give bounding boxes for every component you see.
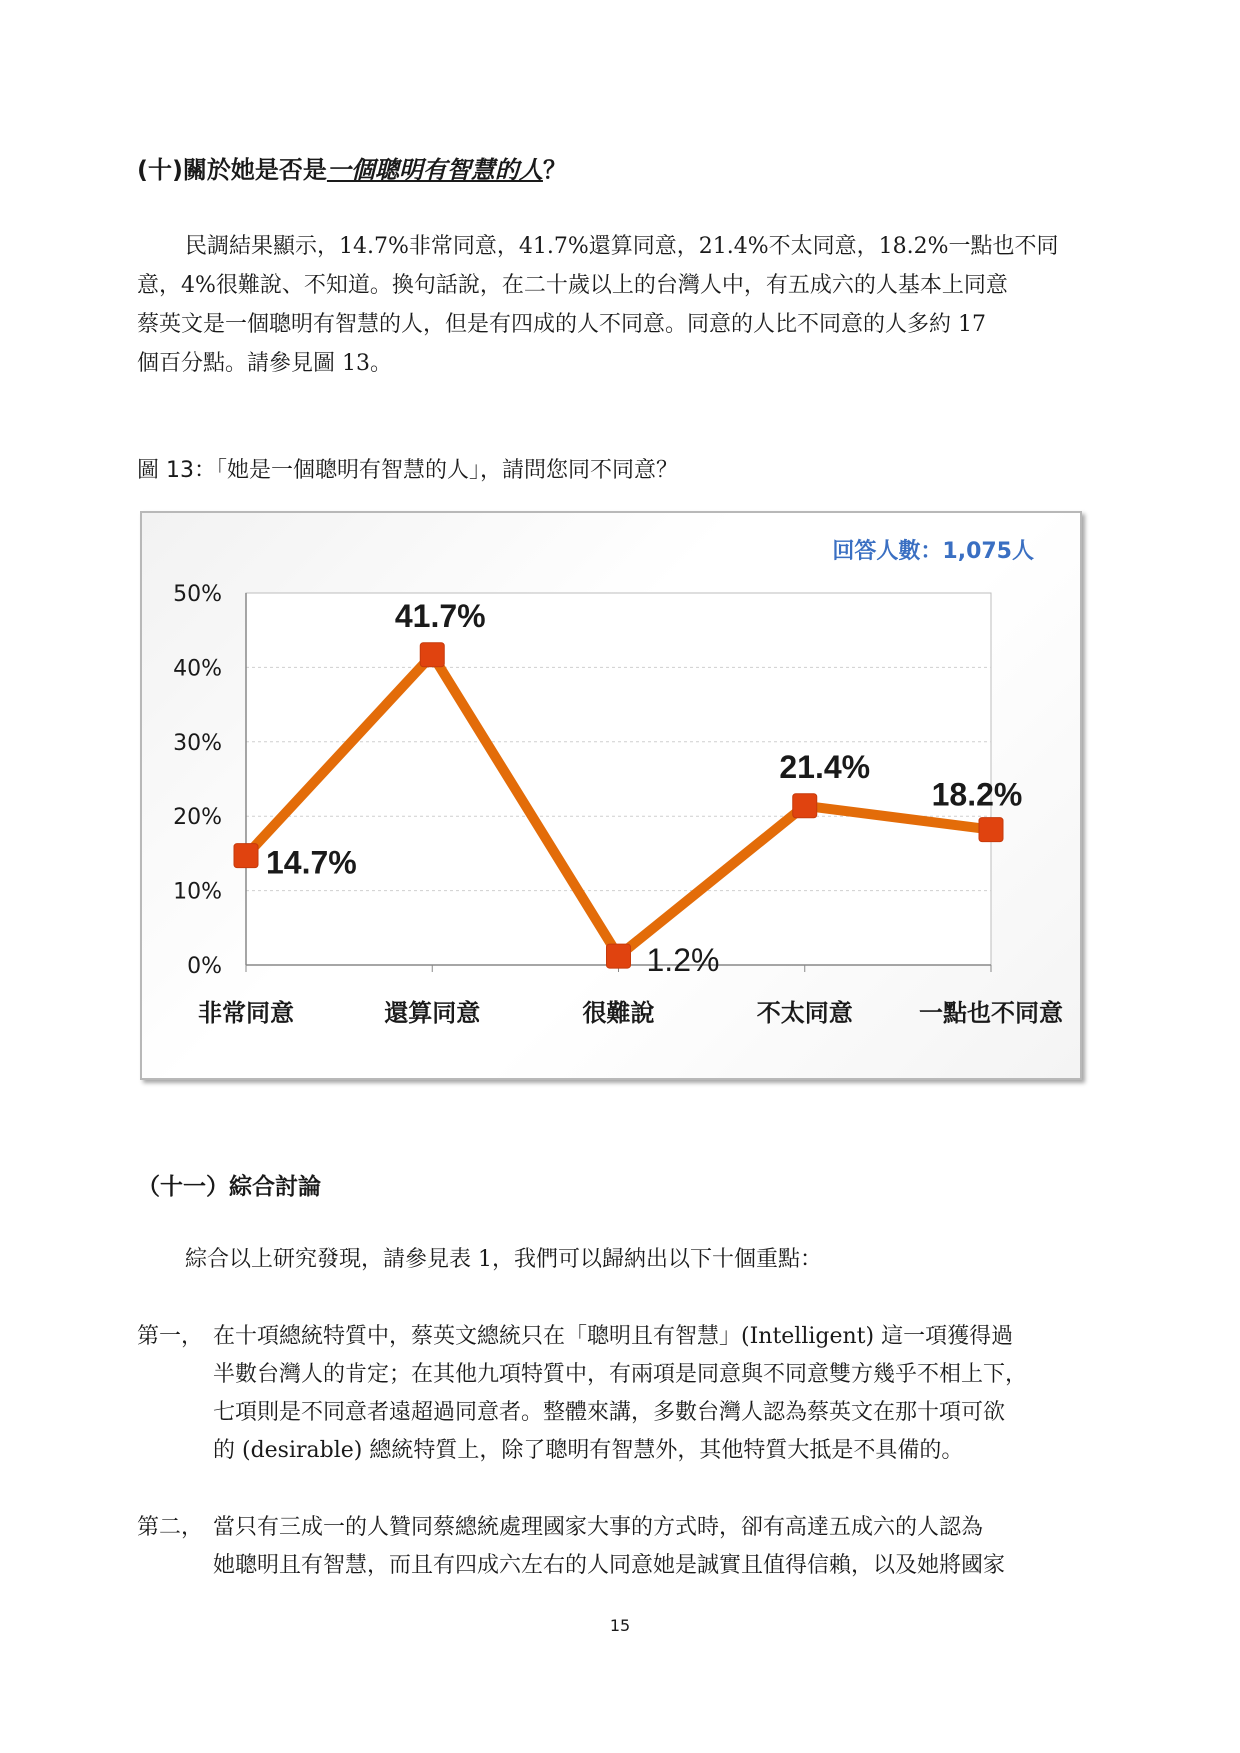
heading-prefix: (十)關於她是否是 xyxy=(137,156,327,184)
figure-caption: 圖 13：「她是一個聰明有智慧的人」，請問您同不同意？ xyxy=(137,458,678,483)
discussion-point-1 xyxy=(137,1318,1112,1470)
paragraph-line: 蔡英文是一個聰明有智慧的人，但是有四成的人不同意。同意的人比不同意的人多約 17 xyxy=(137,312,986,337)
y-tick-label: 20% xyxy=(173,805,222,831)
section-11-intro: 綜合以上研究發現，請參見表 1，我們可以歸納出以下十個重點： xyxy=(185,1247,822,1272)
line-chart xyxy=(142,513,1080,1078)
point-line: 七項則是不同意者遠超過同意者。整體來講，多數台灣人認為蔡英文在那十項可欲 xyxy=(213,1400,1006,1425)
respondents-note: 回答人數：1,075人 xyxy=(832,539,1034,564)
paragraph-line: 個百分點。請參見圖 13。 xyxy=(137,351,392,376)
discussion-point-2 xyxy=(137,1509,1112,1585)
x-tick-label: 非常同意 xyxy=(198,999,294,1027)
x-tick-label: 很難說 xyxy=(582,999,655,1027)
point-line: 在十項總統特質中，蔡英文總統只在「聰明且有智慧」(Intelligent) 這一項獲得過 xyxy=(213,1324,1014,1349)
x-tick-label: 一點也不同意 xyxy=(919,999,1063,1027)
y-tick-label: 50% xyxy=(173,582,222,607)
data-label: 1.2% xyxy=(646,942,720,979)
data-point-marker xyxy=(234,844,258,868)
data-label: 41.7% xyxy=(394,597,486,634)
y-tick-label: 30% xyxy=(173,730,222,756)
y-tick-label: 0% xyxy=(187,954,222,979)
plot-area xyxy=(246,593,991,965)
page-number: 15 xyxy=(609,1616,631,1635)
point-lead: 第一， xyxy=(137,1324,204,1349)
data-point-marker xyxy=(979,818,1003,842)
point-line: 她聰明且有智慧，而且有四成六左右的人同意她是誠實且值得信賴，以及她將國家 xyxy=(213,1553,1006,1578)
paragraph-line: 意，4%很難說、不知道。換句話說，在二十歲以上的台灣人中，有五成六的人基本上同意 xyxy=(137,273,1008,298)
heading-suffix: ？ xyxy=(542,156,567,184)
x-tick-label: 還算同意 xyxy=(384,999,481,1027)
section-heading-10 xyxy=(137,150,567,185)
y-tick-label: 40% xyxy=(173,656,222,682)
section-heading-11: （十一）綜合討論 xyxy=(137,1174,321,1200)
point-lead: 第二， xyxy=(137,1515,204,1540)
data-point-marker xyxy=(607,944,631,968)
data-point-marker xyxy=(420,643,444,667)
y-tick-label: 10% xyxy=(173,879,222,905)
data-label: 14.7% xyxy=(266,844,357,881)
data-label: 21.4% xyxy=(779,748,871,785)
chart-frame xyxy=(140,511,1082,1080)
data-label: 18.2% xyxy=(931,776,1023,813)
point-line: 當只有三成一的人贊同蔡總統處理國家大事的方式時，卻有高達五成六的人認為 xyxy=(213,1515,984,1540)
data-point-marker xyxy=(793,794,817,818)
x-tick-label: 不太同意 xyxy=(756,999,853,1027)
point-line: 的 (desirable) 總統特質上，除了聰明有智慧外，其他特質大抵是不具備的。 xyxy=(213,1438,964,1463)
section-10-paragraph xyxy=(137,227,1097,383)
heading-underlined-phrase: 一個聰明有智慧的人 xyxy=(326,156,543,184)
paragraph-line: 民調結果顯示，14.7%非常同意，41.7%還算同意，21.4%不太同意，18.2%一點也不同 xyxy=(185,234,1059,259)
point-line: 半數台灣人的肯定；在其他九項特質中，有兩項是同意與不同意雙方幾乎不相上下， xyxy=(213,1362,1028,1387)
